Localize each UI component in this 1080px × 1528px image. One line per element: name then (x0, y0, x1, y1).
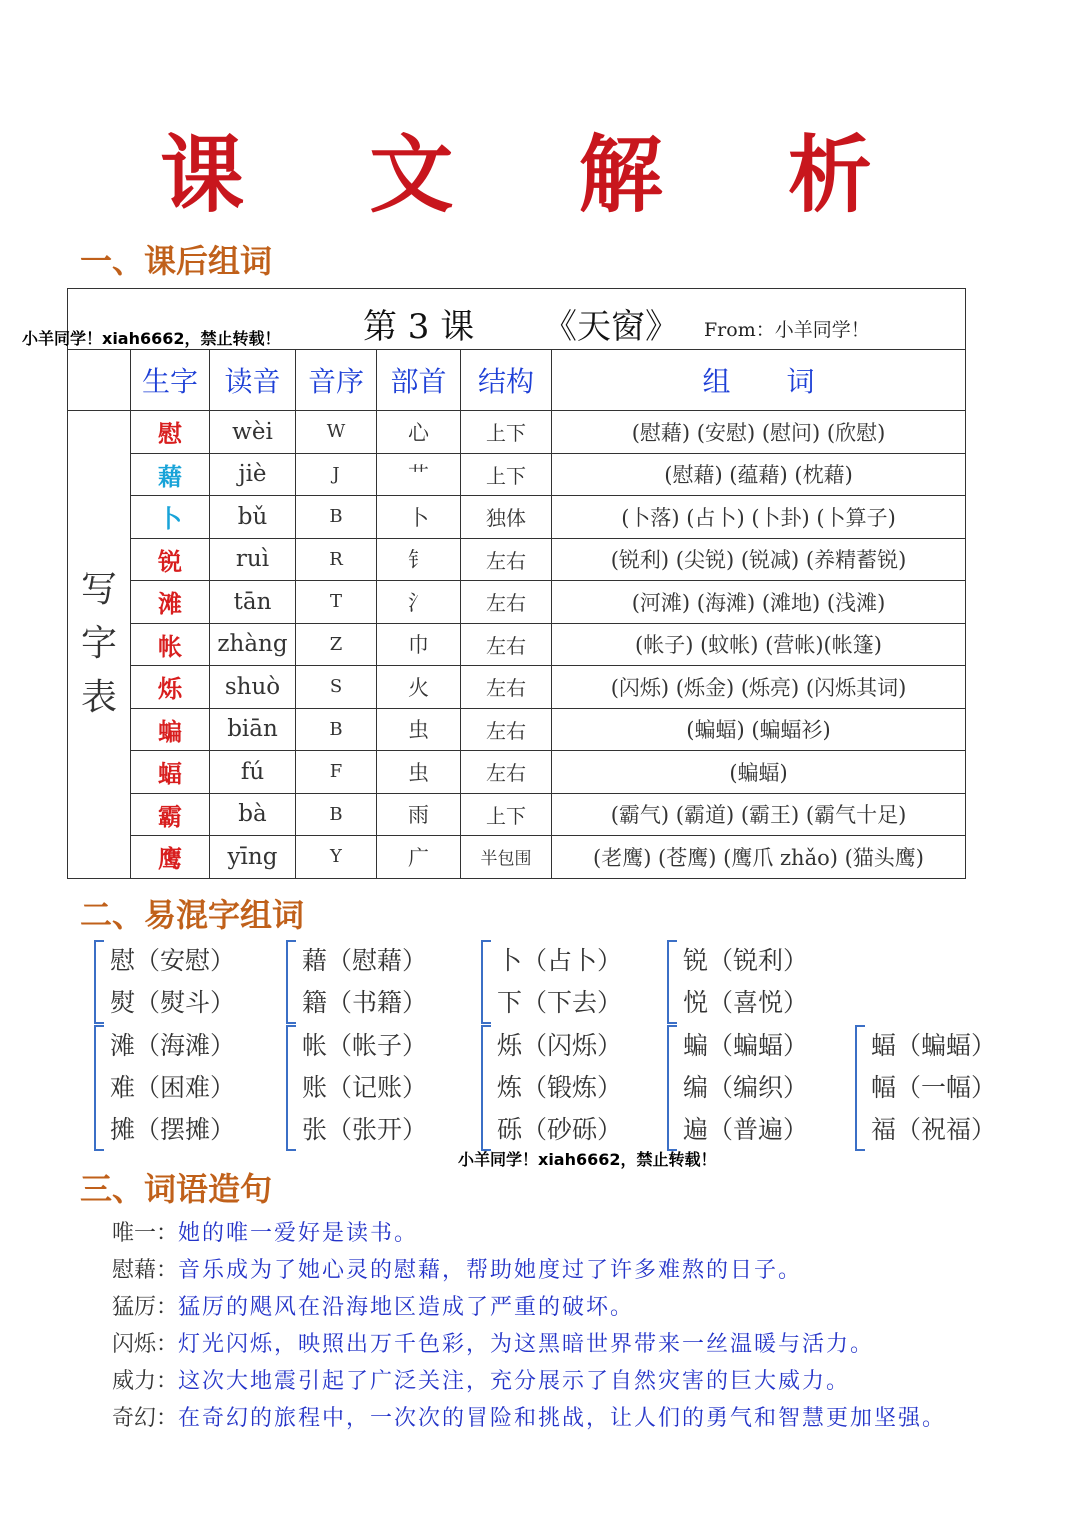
sentence-text: 猛厉的飓风在沿海地区造成了严重的破坏。 (178, 1295, 635, 1320)
cell-structure: 独体 (461, 496, 552, 539)
cell-structure: 左右 (461, 538, 552, 581)
cell-char: 蝠 (131, 751, 210, 794)
lesson-book-title: 《天窗》 (543, 307, 679, 347)
cell-pinyin: wèi (210, 411, 296, 454)
cell-char: 慰 (131, 411, 210, 454)
table-row (68, 411, 966, 454)
confusable-item: 帐（帐子） (302, 1031, 428, 1060)
confusable-item: 幅（一幅） (871, 1073, 997, 1102)
cell-initial: B (296, 793, 377, 836)
cell-pinyin: tān (210, 581, 296, 624)
confusable-item: 难（困难） (110, 1073, 236, 1102)
cell-char: 鹰 (131, 836, 210, 879)
confusable-item: 藉（慰藉） (302, 946, 428, 975)
confusable-item: 慰（安慰） (110, 946, 236, 975)
confusable-item: 蝙（蝙蝠） (683, 1031, 809, 1060)
sentence-text: 她的唯一爱好是读书。 (178, 1221, 419, 1246)
confusable-item: 张（张开） (302, 1115, 428, 1144)
cell-radical: 虫 (377, 708, 461, 751)
cell-radical: 火 (377, 666, 461, 709)
cell-words: (霸气) (霸道) (霸王) (霸气十足) (552, 793, 966, 836)
sentence-term: 威力： (112, 1369, 179, 1394)
cell-pinyin: bà (210, 793, 296, 836)
sentence-row (112, 1327, 874, 1358)
cell-structure: 上下 (461, 793, 552, 836)
sentence-row (112, 1216, 418, 1247)
cell-words: (慰藉) (安慰) (慰问) (欣慰) (552, 411, 966, 454)
cell-structure: 左右 (461, 751, 552, 794)
confusable-group (286, 940, 427, 1024)
cell-char: 卜 (131, 496, 210, 539)
cell-initial: J (296, 453, 377, 496)
confusable-item: 遍（普遍） (683, 1115, 809, 1144)
sentence-row (112, 1401, 946, 1432)
cell-radical: 艹 (377, 453, 461, 496)
confusable-item: 摊（摆摊） (110, 1115, 236, 1144)
section-heading-vocabulary: 一、课后组词 (80, 242, 273, 280)
cell-initial: Y (296, 836, 377, 879)
sentence-term: 奇幻： (112, 1406, 179, 1431)
confusable-item: 下（下去） (497, 988, 623, 1017)
cell-initial: S (296, 666, 377, 709)
header-radical: 部首 (377, 350, 461, 411)
table-row (68, 581, 966, 624)
confusable-item: 砾（砂砾） (497, 1115, 623, 1144)
cell-char: 藉 (131, 453, 210, 496)
table-row (68, 751, 966, 794)
confusable-item: 滩（海滩） (110, 1031, 236, 1060)
header-pinyin: 读音 (210, 350, 296, 411)
cell-radical: 巾 (377, 623, 461, 666)
cell-initial: B (296, 496, 377, 539)
sentence-text: 在奇幻的旅程中，一次次的冒险和挑战，让人们的勇气和智慧更加坚强。 (178, 1406, 947, 1431)
table-row (68, 836, 966, 879)
sentence-term: 猛厉： (112, 1295, 179, 1320)
cell-initial: R (296, 538, 377, 581)
confusable-item: 锐（锐利） (683, 946, 809, 975)
confusable-group (94, 940, 235, 1024)
table-row (68, 666, 966, 709)
confusable-group (94, 1025, 235, 1151)
cell-char: 锐 (131, 538, 210, 581)
cell-pinyin: zhàng (210, 623, 296, 666)
cell-structure: 半包围 (461, 836, 552, 879)
cell-pinyin: biān (210, 708, 296, 751)
confusable-item: 卜（占卜） (497, 946, 623, 975)
cell-words: (闪烁) (烁金) (烁亮) (闪烁其词) (552, 666, 966, 709)
cell-pinyin: yīng (210, 836, 296, 879)
header-words: 组 词 (552, 350, 966, 411)
cell-radical: 心 (377, 411, 461, 454)
lesson-source: From：小羊同学！ (704, 319, 870, 341)
confusable-item: 炼（锻炼） (497, 1073, 623, 1102)
table-row (68, 453, 966, 496)
cell-words: (锐利) (尖锐) (锐减) (养精蓄锐) (552, 538, 966, 581)
character-table (67, 288, 966, 879)
cell-radical: 虫 (377, 751, 461, 794)
sentence-term: 闪烁： (112, 1332, 179, 1357)
sentence-text: 音乐成为了她心灵的慰藉，帮助她度过了许多难熬的日子。 (178, 1258, 803, 1283)
confusable-item: 悦（喜悦） (683, 988, 809, 1017)
cell-words: (慰藉) (蕴藉) (枕藉) (552, 453, 966, 496)
table-row (68, 496, 966, 539)
confusable-item: 蝠（蝙蝠） (871, 1031, 997, 1060)
cell-words: (蝙蝠) (蝙蝠衫) (552, 708, 966, 751)
cell-radical: 广 (377, 836, 461, 879)
sentence-text: 这次大地震引起了广泛关注，充分展示了自然灾害的巨大威力。 (178, 1369, 851, 1394)
confusable-group (667, 1025, 808, 1151)
cell-structure: 上下 (461, 411, 552, 454)
lesson-number: 第 3 课 (363, 307, 475, 347)
cell-pinyin: ruì (210, 538, 296, 581)
cell-structure: 左右 (461, 708, 552, 751)
confusable-group (667, 940, 808, 1024)
cell-words: (卜落) (占卜) (卜卦) (卜算子) (552, 496, 966, 539)
sentence-row (112, 1290, 634, 1321)
cell-char: 霸 (131, 793, 210, 836)
cell-initial: F (296, 751, 377, 794)
confusable-item: 编（编织） (683, 1073, 809, 1102)
cell-pinyin: bǔ (210, 496, 296, 539)
confusable-item: 烁（闪烁） (497, 1031, 623, 1060)
cell-radical: 钅 (377, 538, 461, 581)
watermark-notice-2: 小羊同学！xiah6662，禁止转载！ (458, 1150, 717, 1169)
side-label-text: 写字表 (81, 569, 118, 719)
cell-char: 烁 (131, 666, 210, 709)
header-empty (68, 350, 131, 411)
confusable-group (286, 1025, 427, 1151)
cell-pinyin: shuò (210, 666, 296, 709)
sentence-row (112, 1253, 802, 1284)
sentence-term: 唯一： (112, 1221, 179, 1246)
confusable-group (481, 940, 622, 1024)
sentence-term: 慰藉： (112, 1258, 179, 1283)
table-header-row (68, 350, 966, 411)
confusable-group (481, 1025, 622, 1151)
side-label (68, 411, 131, 879)
header-character: 生字 (131, 350, 210, 411)
confusable-item: 账（记账） (302, 1073, 428, 1102)
cell-initial: T (296, 581, 377, 624)
cell-initial: Z (296, 623, 377, 666)
section-heading-confusables: 二、易混字组词 (80, 896, 305, 934)
cell-char: 帐 (131, 623, 210, 666)
cell-words: (蝙蝠) (552, 751, 966, 794)
header-structure: 结构 (461, 350, 552, 411)
table-row (68, 623, 966, 666)
sentence-text: 灯光闪烁，映照出万千色彩，为这黑暗世界带来一丝温暖与活力。 (178, 1332, 875, 1357)
confusable-item: 籍（书籍） (302, 988, 428, 1017)
table-row (68, 708, 966, 751)
watermark-notice: 小羊同学！xiah6662，禁止转载！ (22, 329, 281, 348)
cell-char: 滩 (131, 581, 210, 624)
cell-radical: 雨 (377, 793, 461, 836)
cell-radical: 氵 (377, 581, 461, 624)
confusable-item: 福（祝福） (871, 1115, 997, 1144)
cell-radical: 卜 (377, 496, 461, 539)
cell-pinyin: fú (210, 751, 296, 794)
cell-structure: 左右 (461, 581, 552, 624)
cell-structure: 左右 (461, 666, 552, 709)
cell-structure: 上下 (461, 453, 552, 496)
cell-words: (河滩) (海滩) (滩地) (浅滩) (552, 581, 966, 624)
cell-pinyin: jiè (210, 453, 296, 496)
header-initial: 音序 (296, 350, 377, 411)
cell-structure: 左右 (461, 623, 552, 666)
confusable-item: 熨（熨斗） (110, 988, 236, 1017)
cell-initial: W (296, 411, 377, 454)
confusable-group (855, 1025, 996, 1151)
table-row (68, 538, 966, 581)
cell-char: 蝙 (131, 708, 210, 751)
cell-words: (帐子) (蚊帐) (营帐)(帐篷) (552, 623, 966, 666)
section-heading-sentences: 三、词语造句 (80, 1170, 273, 1208)
page-title: 课 文 解 析 (160, 126, 920, 224)
table-row (68, 793, 966, 836)
cell-initial: B (296, 708, 377, 751)
cell-words: (老鹰) (苍鹰) (鹰爪 zhǎo) (猫头鹰) (552, 836, 966, 879)
sentence-row (112, 1364, 850, 1395)
